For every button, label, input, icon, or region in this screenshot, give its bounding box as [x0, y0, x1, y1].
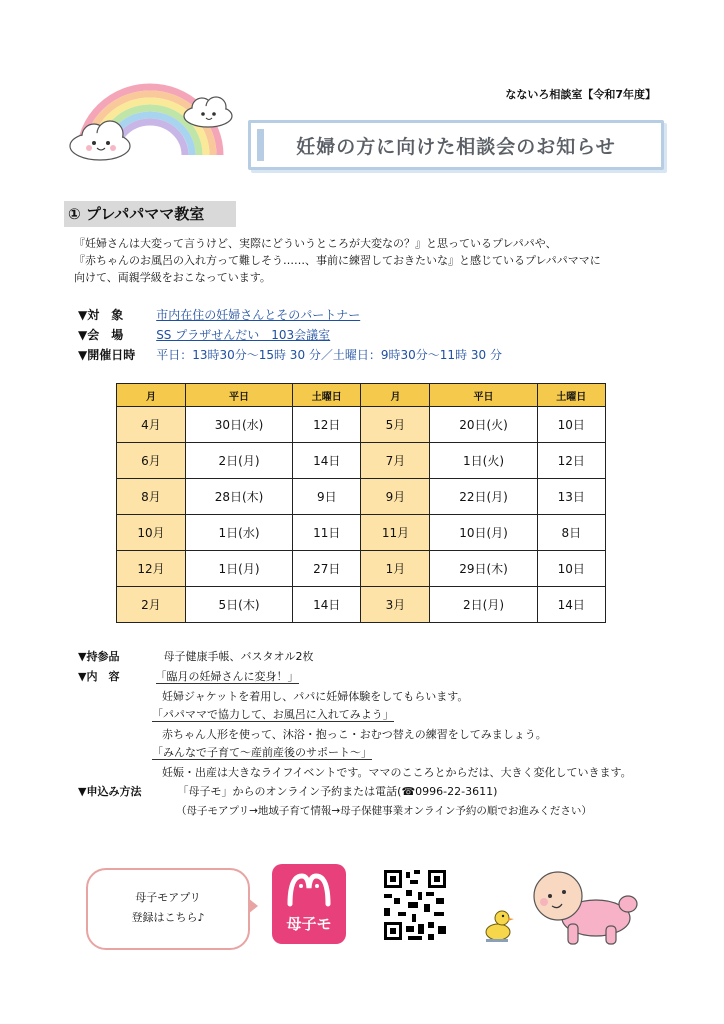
chick-toy-icon: [480, 904, 518, 944]
weekday-cell: 28日(木): [186, 479, 293, 515]
saturday-cell: 12日: [537, 443, 605, 479]
cloud-left-icon: [70, 121, 130, 160]
table-row: [117, 587, 606, 623]
weekday-cell: 2日(月): [430, 587, 537, 623]
intro-line-1: 『妊婦さんは大変って言うけど、実際にどういうところが大変なの？』と思っているプレパパや、: [74, 237, 557, 250]
content-item-3: [152, 744, 372, 760]
org-label: なないろ相談室【令和7年度】: [505, 88, 656, 101]
header-weekday-2: 平日: [430, 384, 537, 407]
rainbow-illustration: [60, 70, 240, 170]
page-title: 妊婦の方に向けた相談会のお知らせ: [296, 136, 616, 158]
header-saturday-2: 土曜日: [537, 384, 605, 407]
content-item-2-desc: 赤ちゃん人形を使って、沐浴・抱っこ・おむつ替えの練習をしてみましょう。: [162, 728, 547, 741]
content-item-1-desc: 妊婦ジャケットを着用し、パパに妊婦体験をしてもらいます。: [162, 690, 469, 703]
bubble-line-2: 登録はこちら♪: [131, 911, 205, 924]
weekday-cell: 2日(月): [186, 443, 293, 479]
month-cell: 9月: [361, 479, 430, 515]
month-cell: 6月: [117, 443, 186, 479]
target-label: ▼対 象: [78, 308, 124, 322]
datetime-row: [78, 346, 502, 363]
saturday-cell: 8日: [537, 515, 605, 551]
table-row: [117, 551, 606, 587]
month-cell: 1月: [361, 551, 430, 587]
section-heading: ① プレパパママ教室: [64, 201, 236, 227]
saturday-cell: 10日: [537, 407, 605, 443]
venue-value: SS プラザせんだい 103会議室: [156, 328, 331, 342]
apply-row: [78, 783, 497, 799]
header-month-1: 月: [117, 384, 186, 407]
table-row: [117, 443, 606, 479]
month-cell: 8月: [117, 479, 186, 515]
table-header-row: [117, 384, 606, 407]
datetime-value: 平日：13時30分～15時 30 分／土曜日：9時30分～11時 30 分: [156, 348, 502, 362]
saturday-cell: 11日: [293, 515, 361, 551]
weekday-cell: 30日(水): [186, 407, 293, 443]
content-item-3-title: 「みんなで子育て～産前産後のサポート～」: [152, 746, 372, 759]
weekday-cell: 1日(水): [186, 515, 293, 551]
table-row: [117, 407, 606, 443]
venue-label: ▼会 場: [78, 328, 124, 342]
weekday-cell: 1日(月): [186, 551, 293, 587]
month-cell: 2月: [117, 587, 186, 623]
datetime-label: ▼開催日時: [78, 348, 136, 362]
qr-code-icon[interactable]: [382, 868, 448, 942]
content-item-1-title: 「臨月の妊婦さんに変身！」: [155, 670, 299, 683]
intro-text: [74, 235, 674, 286]
title-box: [248, 120, 664, 170]
saturday-cell: 14日: [293, 443, 361, 479]
apply-value: 「母子モ」からのオンライン予約または電話(☎0996-22-3611): [177, 785, 498, 798]
saturday-cell: 14日: [293, 587, 361, 623]
bring-label: ▼持参品: [78, 650, 120, 663]
saturday-cell: 12日: [293, 407, 361, 443]
month-cell: 10月: [117, 515, 186, 551]
month-cell: 3月: [361, 587, 430, 623]
bring-value: 母子健康手帳、バスタオル2枚: [163, 650, 314, 663]
saturday-cell: 13日: [537, 479, 605, 515]
content-label: ▼内 容: [78, 670, 120, 683]
header-saturday-1: 土曜日: [293, 384, 361, 407]
content-item-2: [152, 706, 394, 722]
table-row: [117, 515, 606, 551]
boshimo-app-icon[interactable]: [272, 864, 346, 944]
apply-label: ▼申込み方法: [78, 785, 142, 798]
month-cell: 11月: [361, 515, 430, 551]
content-item-2-title: 「パパママで協力して、お風呂に入れてみよう」: [152, 708, 394, 721]
content-item-3-desc: 妊娠・出産は大きなライフイベントです。ママのこころとからだは、大きく変化していきます。: [162, 766, 632, 779]
penguin-icon: [272, 864, 346, 914]
weekday-cell: 20日(火): [430, 407, 537, 443]
intro-line-2: 『赤ちゃんのお風呂の入れ方って難しそう……、事前に練習しておきたいな』と感じているプレパパママに: [74, 254, 601, 267]
target-value: 市内在住の妊婦さんとそのパートナー: [156, 308, 361, 322]
header-weekday-1: 平日: [186, 384, 293, 407]
month-cell: 5月: [361, 407, 430, 443]
month-cell: 4月: [117, 407, 186, 443]
saturday-cell: 10日: [537, 551, 605, 587]
header-month-2: 月: [361, 384, 430, 407]
weekday-cell: 10日(月): [430, 515, 537, 551]
weekday-cell: 29日(木): [430, 551, 537, 587]
month-cell: 12月: [117, 551, 186, 587]
month-cell: 7月: [361, 443, 430, 479]
app-promo-bubble: [86, 868, 250, 950]
bubble-line-1: 母子モアプリ: [135, 891, 201, 904]
bring-row: [78, 648, 314, 664]
target-row: [78, 306, 360, 323]
saturday-cell: 9日: [293, 479, 361, 515]
schedule-table: [116, 383, 606, 623]
saturday-cell: 27日: [293, 551, 361, 587]
weekday-cell: 1日(火): [430, 443, 537, 479]
table-row: [117, 479, 606, 515]
saturday-cell: 14日: [537, 587, 605, 623]
intro-line-3: 向けて、両親学級をおこなっています。: [74, 271, 271, 284]
apply-note: （母子モアプリ→地域子育て情報→母子保健事業オンライン予約の順でお進みください）: [176, 805, 592, 817]
app-icon-label: 母子モ: [286, 915, 332, 933]
weekday-cell: 5日(木): [186, 587, 293, 623]
bubble-tail: [248, 898, 258, 914]
crawling-baby-illustration: [528, 862, 640, 948]
content-row: [78, 668, 299, 684]
weekday-cell: 22日(月): [430, 479, 537, 515]
venue-row: [78, 326, 330, 343]
